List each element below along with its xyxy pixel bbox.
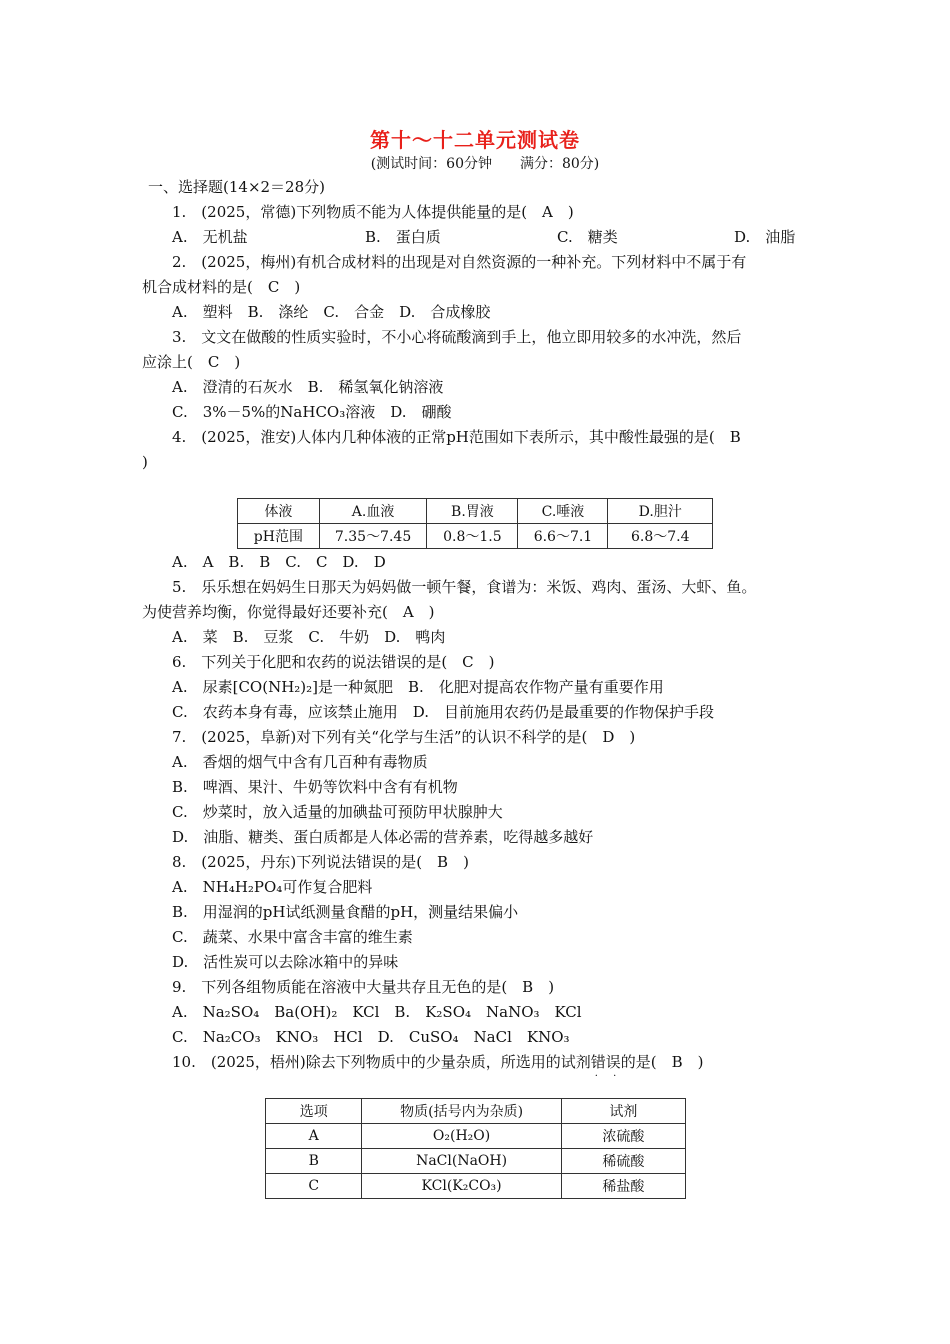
question-3-options-line1: A. 澄清的石灰水 B. 稀氢氧化钠溶液 xyxy=(172,378,444,396)
question-1-option-c: C. 糖类 xyxy=(557,228,618,246)
test-info: (测试时间：60分钟 满分：80分) xyxy=(370,156,600,172)
table-cell: KCl(K₂CO₃) xyxy=(362,1174,561,1199)
question-10-stem xyxy=(172,1052,704,1072)
question-9-options-line2: C. Na₂CO₃ KNO₃ HCl D. CuSO₄ NaCl KNO₃ xyxy=(172,1028,570,1046)
table-cell: 试剂 xyxy=(561,1099,685,1124)
table-cell: 6.6～7.1 xyxy=(518,524,608,549)
question-8-option-a: A. NH₄H₂PO₄可作复合肥料 xyxy=(172,878,373,896)
question-2-options: A. 塑料 B. 涤纶 C. 合金 D. 合成橡胶 xyxy=(172,303,491,321)
table-cell: D.胆汁 xyxy=(608,499,713,524)
table-cell: 稀盐酸 xyxy=(561,1174,685,1199)
table-row xyxy=(266,1174,686,1199)
question-5-stem-line2: 为使营养均衡，你觉得最好还要补充( A ) xyxy=(142,603,435,621)
table-cell: C.唾液 xyxy=(518,499,608,524)
question-3-stem-line1: 3. 文文在做酸的性质实验时，不小心将硫酸滴到手上，他立即用较多的水冲洗，然后 xyxy=(172,328,742,346)
question-2-stem-line2: 机合成材料的是( C ) xyxy=(142,278,301,296)
question-1-stem: 1. (2025，常德)下列物质不能为人体提供能量的是( A ) xyxy=(172,203,574,221)
table-cell: 7.35～7.45 xyxy=(319,524,427,549)
question-5-options: A. 菜 B. 豆浆 C. 牛奶 D. 鸭肉 xyxy=(172,628,446,646)
question-7-option-c: C. 炒菜时，放入适量的加碘盐可预防甲状腺肿大 xyxy=(172,803,503,821)
question-8-option-c: C. 蔬菜、水果中富含丰富的维生素 xyxy=(172,928,413,946)
question-7-option-d: D. 油脂、糖类、蛋白质都是人体必需的营养素，吃得越多越好 xyxy=(172,828,594,846)
question-4-options: A. A B. B C. C D. D xyxy=(172,553,386,571)
ph-range-table xyxy=(237,498,713,549)
table-cell: NaCl(NaOH) xyxy=(362,1149,561,1174)
question-5-stem-line1: 5. 乐乐想在妈妈生日那天为妈妈做一顿午餐，食谱为：米饭、鸡肉、蛋汤、大虾、鱼。 xyxy=(172,578,757,596)
table-row xyxy=(266,1149,686,1174)
table-header-row xyxy=(266,1099,686,1124)
question-3-stem-line2: 应涂上( C ) xyxy=(142,353,241,371)
table-cell: A xyxy=(266,1124,362,1149)
question-9-options-line1: A. Na₂SO₄ Ba(OH)₂ KCl B. K₂SO₄ NaNO₃ KCl xyxy=(172,1003,582,1021)
table-cell: pH范围 xyxy=(238,524,320,549)
question-10-stem-post: 的是( B ) xyxy=(620,1053,704,1071)
table-cell: 稀硫酸 xyxy=(561,1149,685,1174)
question-3-options-line2: C. 3%－5%的NaHCO₃溶液 D. 硼酸 xyxy=(172,403,452,421)
question-8-stem: 8. (2025，丹东)下列说法错误的是( B ) xyxy=(172,853,469,871)
question-6-stem: 6. 下列关于化肥和农药的说法错误的是( C ) xyxy=(172,653,495,671)
question-1-option-a: A. 无机盐 xyxy=(172,228,248,246)
table-cell: C xyxy=(266,1174,362,1199)
page-title: 第十～十二单元测试卷 xyxy=(370,128,580,152)
question-6-options-line1: A. 尿素[CO(NH₂)₂]是一种氮肥 B. 化肥对提高农作物产量有重要作用 xyxy=(172,678,664,696)
table-cell: 选项 xyxy=(266,1099,362,1124)
table-cell: 0.8～1.5 xyxy=(427,524,518,549)
question-4-stem-line1: 4. (2025，淮安)人体内几种体液的正常pH范围如下表所示，其中酸性最强的是( B xyxy=(172,428,741,446)
question-10-stem-pre: 10. (2025，梧州)除去下列物质中的少量杂质，所选用的试剂 xyxy=(172,1053,591,1071)
table-cell: A.血液 xyxy=(319,499,427,524)
question-9-stem: 9. 下列各组物质能在溶液中大量共存且无色的是( B ) xyxy=(172,978,555,996)
emphasis-text: 错误 · · xyxy=(591,1053,621,1071)
question-8-option-d: D. 活性炭可以去除冰箱中的异味 xyxy=(172,953,399,971)
question-7-option-b: B. 啤酒、果汁、牛奶等饮料中含有有机物 xyxy=(172,778,458,796)
table-header-row xyxy=(238,499,713,524)
question-2-stem-line1: 2. (2025，梅州)有机合成材料的出现是对自然资源的一种补充。下列材料中不属于有 xyxy=(172,253,747,271)
table-row xyxy=(238,524,713,549)
question-1-option-b: B. 蛋白质 xyxy=(365,228,441,246)
question-6-options-line2: C. 农药本身有毒，应该禁止施用 D. 目前施用农药仍是最重要的作物保护手段 xyxy=(172,703,714,721)
question-8-option-b: B. 用湿润的pH试纸测量食醋的pH，测量结果偏小 xyxy=(172,903,519,921)
table-cell: 体液 xyxy=(238,499,320,524)
impurity-removal-table xyxy=(265,1098,686,1199)
table-cell: O₂(H₂O) xyxy=(362,1124,561,1149)
question-1-option-d: D. 油脂 xyxy=(734,228,796,246)
question-7-stem: 7. (2025，阜新)对下列有关“化学与生活”的认识不科学的是( D ) xyxy=(172,728,636,746)
table-cell: 6.8～7.4 xyxy=(608,524,713,549)
section-heading: 一、选择题(14×2＝28分) xyxy=(148,178,325,196)
question-7-option-a: A. 香烟的烟气中含有几百种有毒物质 xyxy=(172,753,428,771)
question-4-stem-line2: ) xyxy=(142,453,148,471)
table-cell: 物质(括号内为杂质) xyxy=(362,1099,561,1124)
table-cell: 浓硫酸 xyxy=(561,1124,685,1149)
table-cell: B xyxy=(266,1149,362,1174)
table-cell: B.胃液 xyxy=(427,499,518,524)
table-row xyxy=(266,1124,686,1149)
